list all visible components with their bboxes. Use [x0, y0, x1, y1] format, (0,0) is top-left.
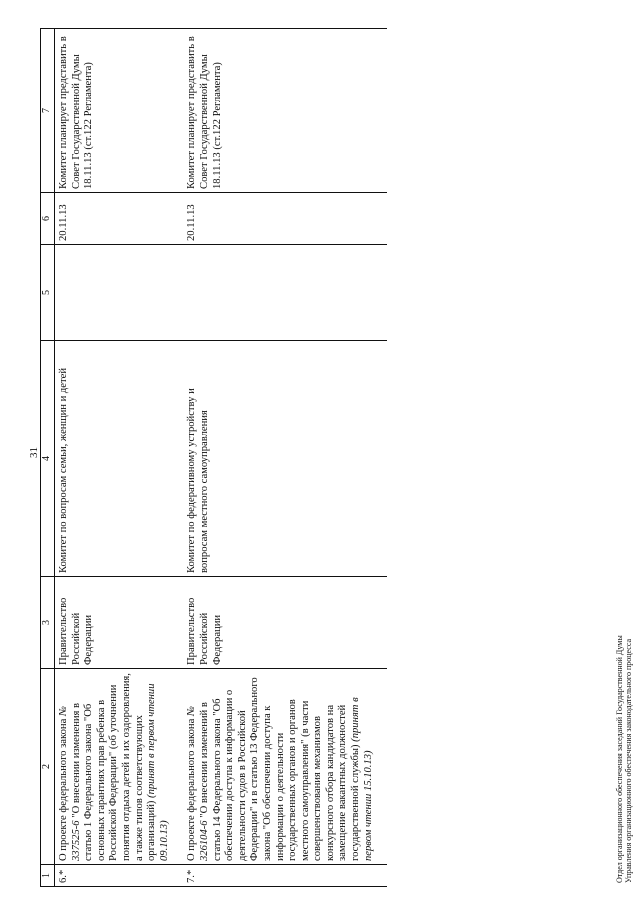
footer-line: Отдел организационного обеспечения заседаний Государственной Думы [615, 635, 624, 883]
committee-cell: Комитет по вопросам семьи, женщин и детей [55, 341, 184, 577]
column-header: 6 [41, 193, 55, 245]
column-5-cell [55, 245, 184, 341]
table-row [55, 29, 184, 887]
date-cell: 20.11.13 [183, 193, 387, 245]
plan-cell: Комитет планирует представить в Совет Государственной Думы 18.11.13 (ст.122 Регламента) [55, 29, 184, 193]
column-header: 7 [41, 29, 55, 193]
committee-cell: Комитет по федеративному устройству и вопросам местного самоуправления [183, 341, 387, 577]
column-header: 1 [41, 865, 55, 887]
reading-note: (принят в первом чтении 15.10.13) [350, 697, 374, 861]
footer [615, 635, 633, 883]
column-header: 2 [41, 669, 55, 865]
initiator-cell: Правительство Российской Федерации [183, 577, 387, 669]
column-header-row [41, 29, 55, 887]
column-header: 4 [41, 341, 55, 577]
bill-title-prefix: О проекте федерального закона [186, 716, 198, 861]
bill-description: "О внесении изменений в статью 14 Федерального закона "Об обеспечении доступа к информации о деятельности судов в Российской Федерации" и в статью 13 Федерального закона "Об обеспечении доступа к информации о деятельности государственных органов и органов местного самоуправления" (в части совершенствования механизмов конкурсного отбора кандидатов на замещение вакантных должностей государственной службы) [198, 677, 362, 861]
column-header: 5 [41, 245, 55, 341]
bill-number: № 326104-6 [186, 706, 210, 861]
initiator-cell: Правительство Российской Федерации [55, 577, 184, 669]
row-number: 7.* [183, 865, 387, 887]
bill-title-prefix: О проекте федерального закона [58, 716, 69, 861]
page-number: 31 [28, 447, 40, 458]
bill-description: "О внесении изменения в статью 1 Федерального закона "Об основных гарантиях прав ребенка в Российской Федерации" (об уточнении понятия отдыха детей и их оздоровления, а также типов соответствующих организаций) [70, 673, 158, 861]
bill-title-cell [55, 669, 184, 865]
plan-cell: Комитет планирует представить в Совет Государственной Думы 18.11.13 (ст.122 Регламента) [183, 29, 387, 193]
bill-title-cell [183, 669, 387, 865]
bills-table [40, 28, 387, 887]
date-cell: 20.11.13 [55, 193, 184, 245]
row-number: 6.* [55, 865, 184, 887]
bill-number: № 337525-6 [58, 706, 82, 861]
table-row [183, 29, 387, 887]
footer-line: Управления организационного обеспечения законодательного процесса [624, 638, 633, 883]
column-5-cell [183, 245, 387, 341]
reading-note: (принят в первом чтении 09.10.13) [146, 683, 170, 861]
column-header: 3 [41, 577, 55, 669]
